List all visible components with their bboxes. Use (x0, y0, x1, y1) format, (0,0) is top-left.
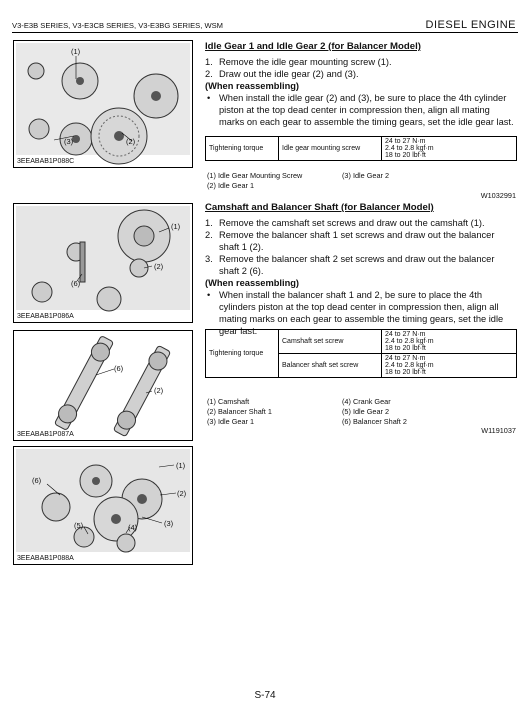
callout-6: (6) (71, 279, 81, 288)
callout-1: (1) (71, 47, 81, 56)
callout-5: (5) (74, 521, 84, 530)
section-title: Idle Gear 1 and Idle Gear 2 (for Balancer Model) (205, 41, 421, 52)
callout-6: (6) (114, 364, 124, 373)
header-series: V3-E3B SERIES, V3-E3CB SERIES, V3-E3BG SERIES, WSM (12, 21, 224, 30)
header-rule (12, 32, 518, 33)
bullet: • When install the idle gear (2) and (3), be sure to place the 4th cylinder piston at the top dead center in compression then, align all mating marks on each gear to assemble the timing gears, set the idle gear last. (207, 93, 514, 127)
figure-camshaft-drawing (14, 204, 192, 322)
reassembling-heading: (When reassembling) (205, 278, 300, 288)
torque-label: Tightening torque (206, 330, 279, 378)
figure-idle-gears-drawing (14, 41, 192, 167)
torque-values: 24 to 27 N·m 2.4 to 2.8 kgf·m 18 to 20 lbf·ft (382, 354, 517, 378)
callout-1: (1) (176, 461, 186, 470)
figure-id: 3EEABAB1P088C (17, 158, 75, 165)
callout-3: (3) (64, 137, 74, 146)
torque-table-idle-gear (205, 136, 517, 161)
figure-balancer-shafts-drawing (14, 331, 192, 440)
header-section: DIESEL ENGINE (425, 19, 516, 31)
figure-camshaft (13, 203, 193, 323)
figure-id: 3EEABAB1P086A (17, 313, 74, 320)
step: 3. Remove the balancer shaft 2 set screws and draw out the balancer shaft 2 (6). (205, 254, 495, 276)
reassembling-heading: (When reassembling) (205, 81, 300, 91)
figure-timing-gears (13, 446, 193, 565)
torque-item: Balancer shaft set screw (279, 354, 382, 378)
step: 2. Draw out the idle gear (2) and (3). (205, 69, 359, 79)
torque-values: 24 to 27 N·m 2.4 to 2.8 kgf·m 18 to 20 lbf·ft (382, 330, 517, 354)
torque-table-camshaft (205, 329, 517, 378)
legend-idle-gear: (1) Idle Gear Mounting Screw (3) Idle Gear 2 (2) Idle Gear 1 (207, 171, 390, 190)
callout-2: (2) (154, 386, 164, 395)
step: 1. Remove the camshaft set screws and draw out the camshaft (1). (205, 218, 485, 228)
section-idle-gear (205, 41, 517, 128)
figure-idle-gears (13, 40, 193, 168)
doc-code: W1032991 (480, 191, 516, 200)
callout-2: (2) (177, 489, 187, 498)
section-camshaft (205, 202, 517, 337)
section-title: Camshaft and Balancer Shaft (for Balancer Model) (205, 202, 434, 213)
step: 1. Remove the idle gear mounting screw (1). (205, 57, 392, 67)
torque-values: 24 to 27 N·m 2.4 to 2.8 kgf·m 18 to 20 lbf·ft (382, 137, 517, 161)
torque-label: Tightening torque (206, 137, 279, 161)
page-number: S-74 (254, 690, 276, 701)
callout-4: (4) (128, 523, 138, 532)
callout-2: (2) (154, 262, 164, 271)
bullet: • When install the balancer shaft 1 and 2, be sure to place the 4th cylinders piston at the top dead center in compression then, align all mating marks on each gear to assemble the timing gears, set the idle gear last. (207, 290, 504, 336)
callout-6: (6) (32, 476, 42, 485)
callout-2: (2) (126, 137, 136, 146)
step: 2. Remove the balancer shaft 1 set screws and draw out the balancer shaft 1 (2). (205, 230, 495, 252)
figure-timing-gears-drawing (14, 447, 192, 564)
figure-balancer-shafts (13, 330, 193, 441)
callout-3: (3) (164, 519, 174, 528)
torque-item: Camshaft set screw (279, 330, 382, 354)
figure-id: 3EEABAB1P088A (17, 555, 74, 562)
torque-item: Idle gear mounting screw (279, 137, 382, 161)
callout-1: (1) (171, 222, 181, 231)
figure-id: 3EEABAB1P087A (17, 431, 74, 438)
legend-camshaft: (1) Camshaft (4) Crank Gear (2) Balancer Shaft 1 (5) Idle Gear 2 (3) Idle Gear 1 (6) Balancer Shaft 2 (207, 397, 407, 426)
doc-code: W1191037 (481, 426, 516, 435)
